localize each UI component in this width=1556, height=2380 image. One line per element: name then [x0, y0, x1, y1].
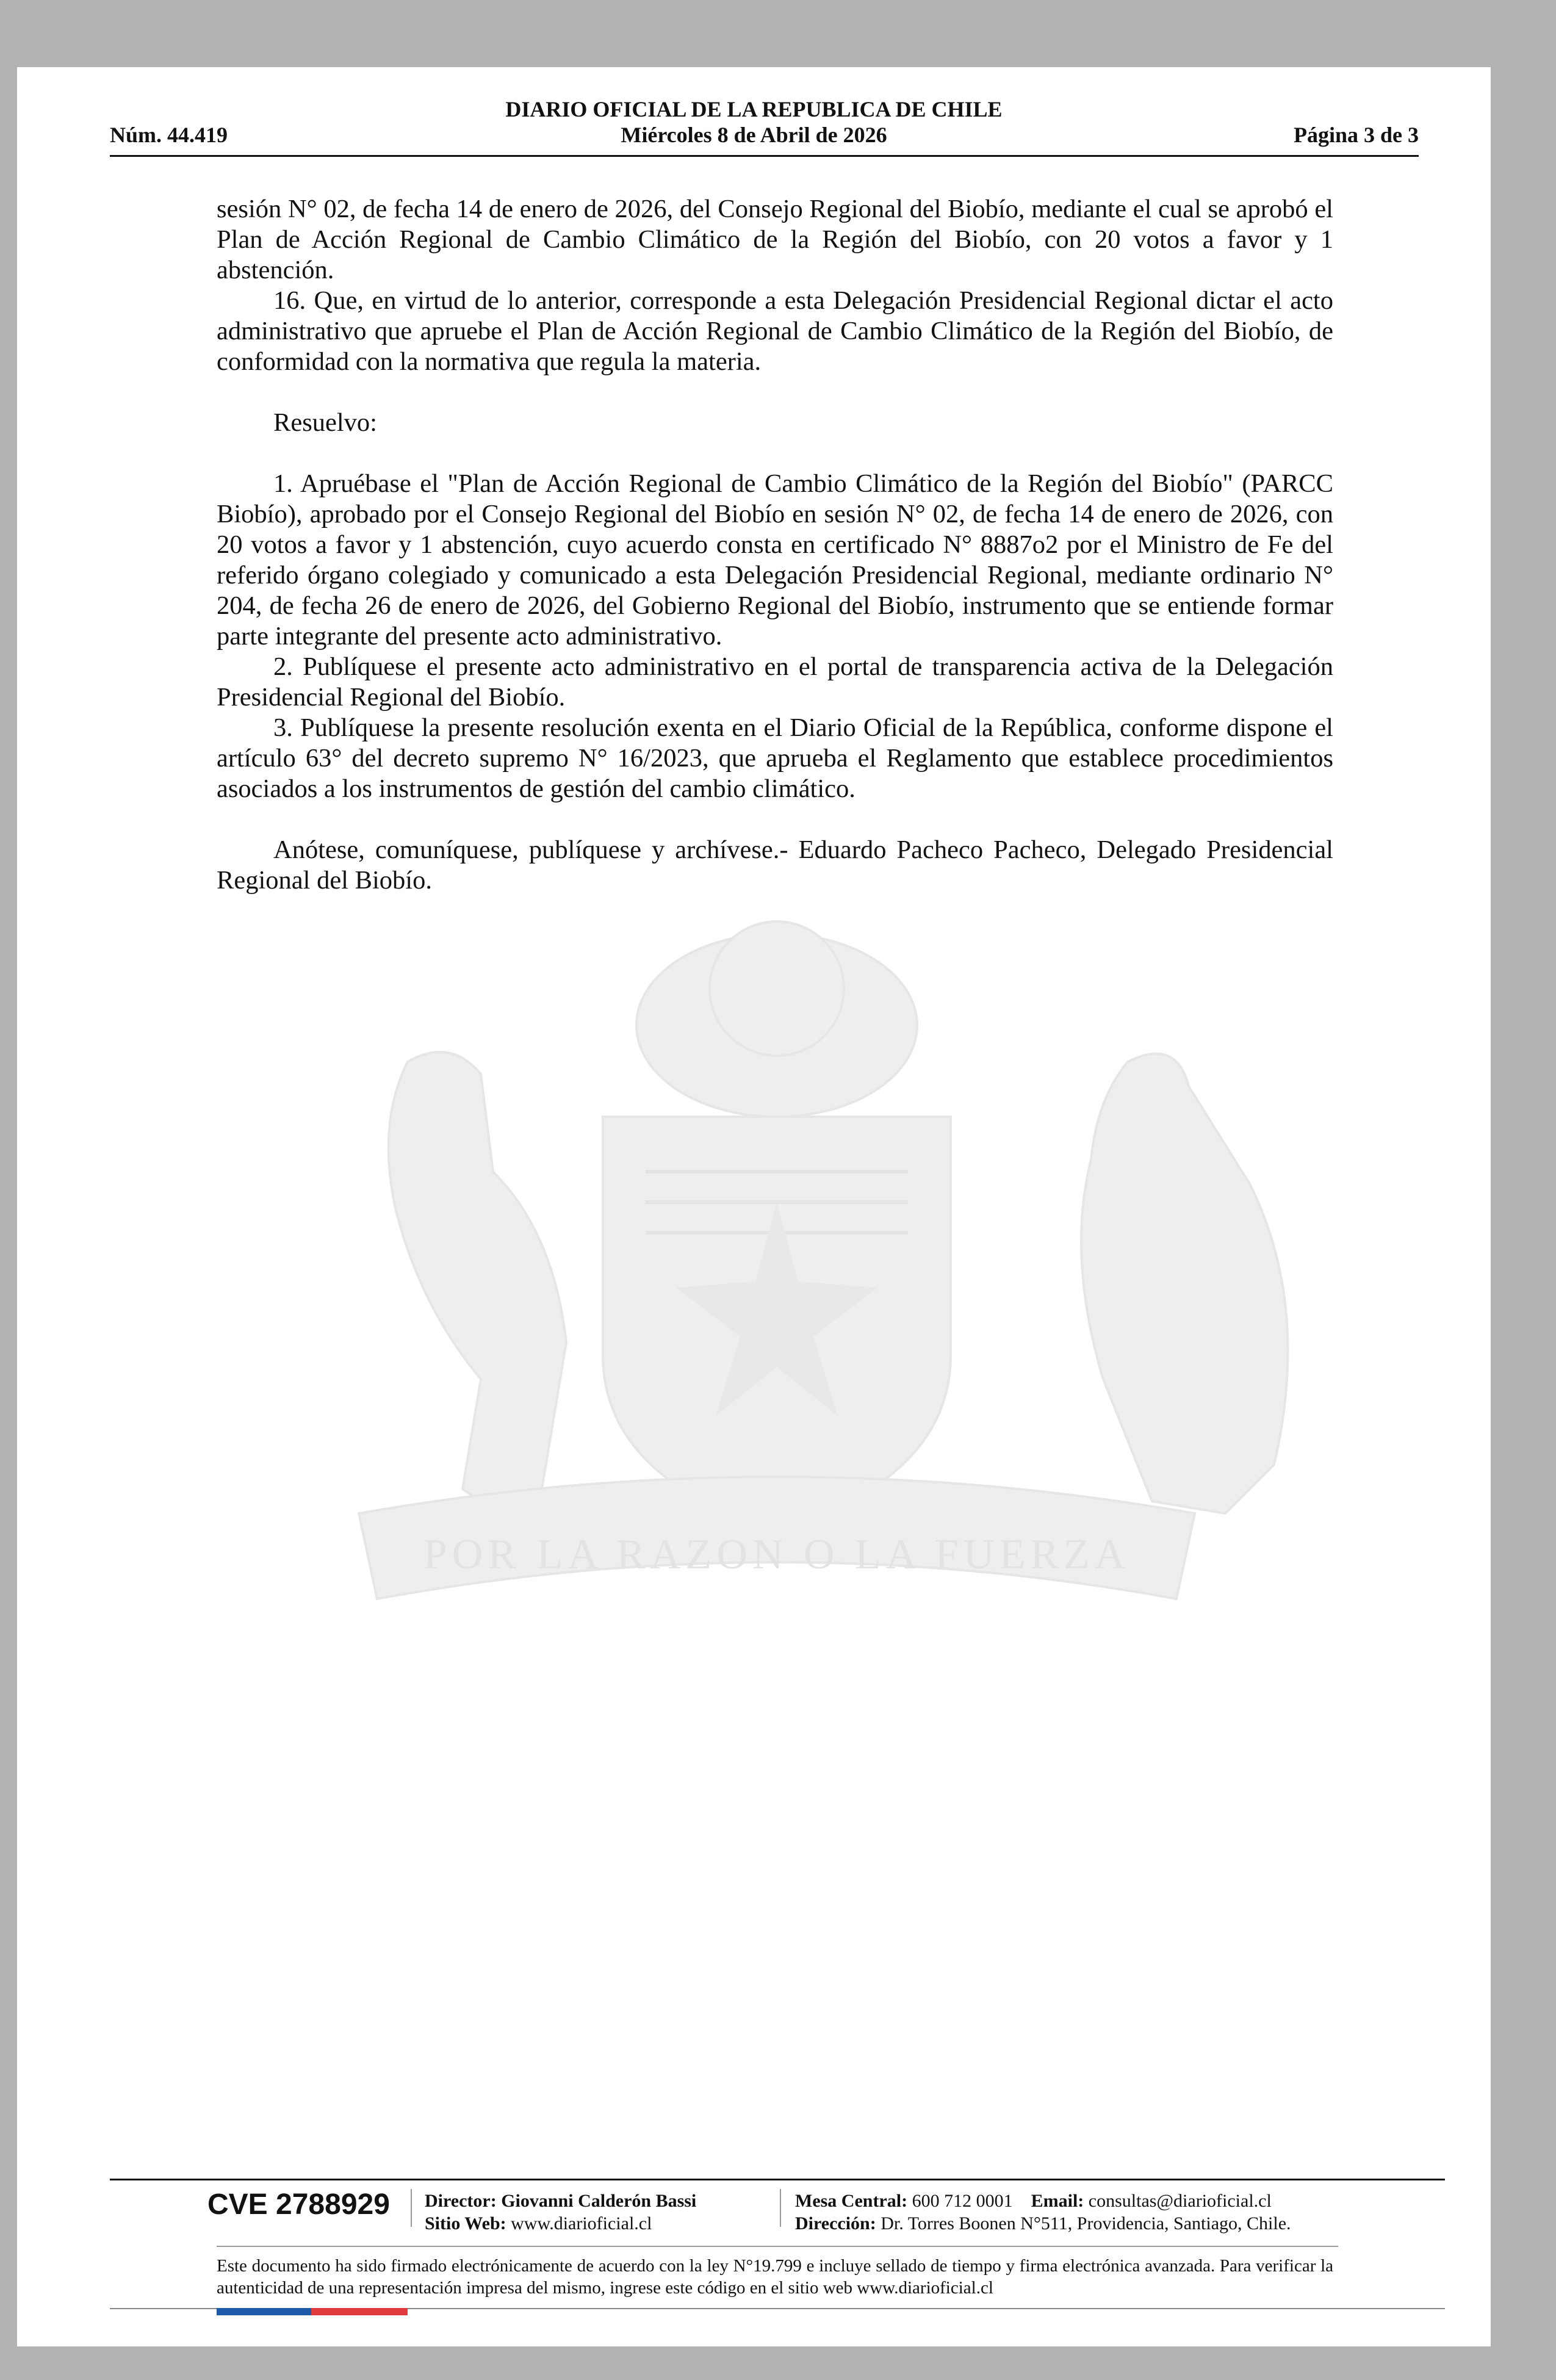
paragraph-16: 16. Que, en virtud de lo anterior, corresponde a esta Delegación Presidencial Regional dictar el acto administrativo que apruebe el Plan de Acción Regional de Cambio Climático de la Región del Biobío, de conformidad con la normativa que regula la materia.: [217, 286, 1333, 376]
document-body: [217, 194, 1333, 896]
resuelvo-heading: Resuelvo:: [273, 408, 377, 437]
footer-director-block: [425, 2190, 696, 2235]
footer-contact-block: [795, 2190, 1291, 2235]
document-page: [17, 67, 1491, 2346]
resolution-item-3: 3. Publíquese la presente resolución exenta en el Diario Oficial de la República, conforme dispone el artículo 63° del decreto supremo N° 16/2023, que aprueba el Reglamento que establece procedimientos asociados a los instrumentos de gestión del cambio climático.: [217, 713, 1333, 803]
newspaper-title: DIARIO OFICIAL DE LA REPUBLICA DE CHILE: [505, 97, 1003, 121]
email-link[interactable]: consultas@diarioficial.cl: [1088, 2191, 1272, 2211]
paragraph-session: sesión N° 02, de fecha 14 de enero de 2026, del Consejo Regional del Biobío, mediante el cual se aprobó el Plan de Acción Regional de Cambio Climático de la Región del Biobío, con 20 votos a favor y 1 abstención.: [217, 195, 1333, 284]
footer-separator: [411, 2189, 412, 2227]
director-label: Director:: [425, 2191, 497, 2211]
footer-separator: [780, 2189, 781, 2227]
cve-code: CVE 2788929: [207, 2188, 390, 2221]
footer-divider: [110, 2179, 1445, 2180]
mesa-label: Mesa Central:: [795, 2191, 908, 2211]
address-label: Dirección:: [795, 2213, 876, 2234]
electronic-signature-notice: Este documento ha sido firmado electrónicamente de acuerdo con la ley N°19.799 e incluye sellado de tiempo y firma electrónica avanzada. Para verificar la autenticidad de una representación impresa del mismo, ingrese este código en el sitio web www.diarioficial.cl: [217, 2256, 1333, 2298]
closing-signature: Anótese, comuníquese, publíquese y archívese.- Eduardo Pacheco Pacheco, Delegado Presidencial Regional del Biobío.: [217, 835, 1333, 895]
flag-stripe-blue: [217, 2308, 311, 2315]
watermark-motto: POR LA RAZON O LA FUERZA: [423, 1531, 1131, 1578]
resolution-item-2: 2. Publíquese el presente acto administrativo en el portal de transparencia activa de la Delegación Presidencial Regional del Biobío.: [217, 652, 1333, 712]
resolution-item-1: 1. Apruébase el "Plan de Acción Regional de Cambio Climático de la Región del Biobío" (PARCC Biobío), aprobado por el Consejo Regional del Biobío en sesión N° 02, de fecha 14 de enero de 2026, con 20 votos a favor y 1 abstención, cuyo acuerdo consta en certificado N° 8887o2 por el Ministro de Fe del referido órgano colegiado y comunicado a esta Delegación Presidencial Regional, mediante ordinario N° 204, de fecha 26 de enero de 2026, del Gobierno Regional del Biobío, instrumento que se entiende formar parte integrante del presente acto administrativo.: [217, 469, 1333, 651]
flag-stripe-red: [311, 2308, 408, 2315]
issue-number: Núm. 44.419: [110, 123, 228, 147]
website-link[interactable]: www.diarioficial.cl: [511, 2213, 652, 2234]
director-name: Giovanni Calderón Bassi: [501, 2191, 697, 2211]
email-label: Email:: [1031, 2191, 1084, 2211]
page-indicator: Página 3 de 3: [1293, 123, 1419, 147]
address-text: Dr. Torres Boonen N°511, Providencia, Santiago, Chile.: [881, 2213, 1291, 2234]
issue-date: Miércoles 8 de Abril de 2026: [621, 123, 887, 147]
website-label: Sitio Web:: [425, 2213, 506, 2234]
footer-inner-divider: [217, 2246, 1338, 2247]
coat-of-arms-icon: [176, 915, 1378, 1727]
header-divider: [110, 155, 1419, 157]
mesa-phone: 600 712 0001: [912, 2191, 1013, 2211]
